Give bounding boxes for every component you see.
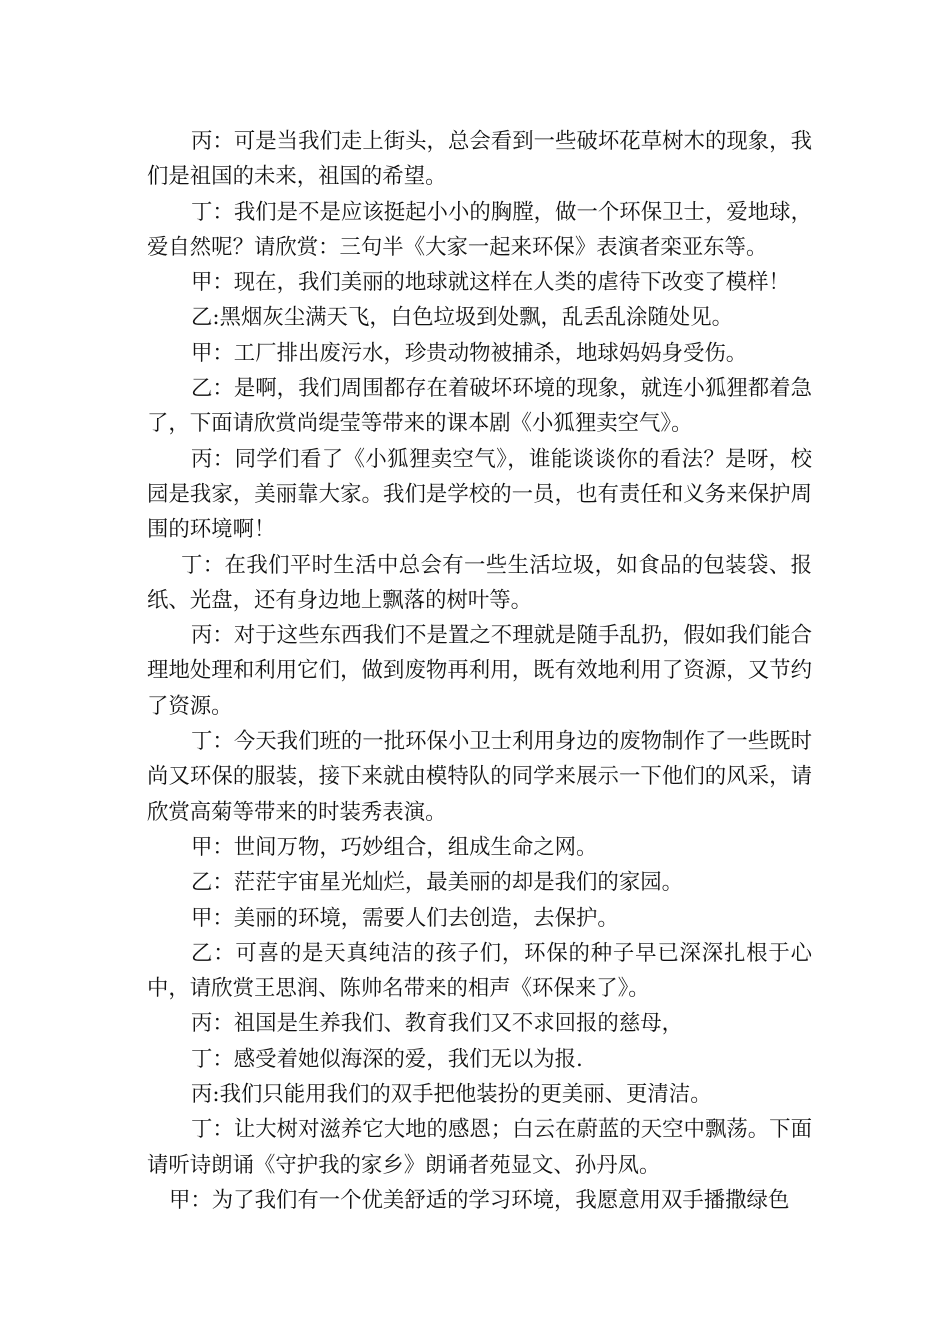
paragraph: 甲：美丽的环境，需要人们去创造，去保护。	[191, 905, 619, 931]
paragraph: 丁：我们是不是应该挺起小小的胸膛，做一个环保卫士，爱地球，爱自然呢？请欣赏：三句半《大家一起来环保》表演者栾亚东等。	[147, 199, 812, 260]
paragraph: 丁：在我们平时生活中总会有一些生活垃圾，如食品的包装袋、报纸、光盘，还有身边地上飘落的树叶等。	[147, 552, 812, 613]
paragraph: 丙：对于这些东西我们不是置之不理就是随手乱扔，假如我们能合理地处理和利用它们，做到废物再利用，既有效地利用了资源，又节约了资源。	[147, 623, 812, 719]
paragraph: 甲：工厂排出废污水，珍贵动物被捕杀，地球妈妈身受伤。	[191, 340, 748, 366]
script-text	[147, 124, 812, 1218]
paragraph: 丙：同学们看了《小狐狸卖空气》，谁能谈谈你的看法？是呀，校园是我家，美丽靠大家。我们是学校的一员，也有责任和义务来保护周围的环境啊！	[147, 446, 812, 543]
paragraph: 甲：现在，我们美丽的地球就这样在人类的虐待下改变了模样！	[191, 270, 790, 296]
paragraph: 丁：感受着她似海深的爱，我们无以为报.	[191, 1046, 583, 1072]
paragraph: 丙：可是当我们走上街头，总会看到一些破坏花草树木的现象，我们是祖国的未来，祖国的希望。	[147, 129, 812, 190]
paragraph: 乙：茫茫宇宙星光灿烂，最美丽的却是我们的家园。	[191, 870, 683, 896]
paragraph: 乙：是啊，我们周围都存在着破坏环境的现象，就连小狐狸都着急了，下面请欣赏尚缇莹等带来的课本剧《小狐狸卖空气》。	[147, 376, 812, 437]
paragraph: 丙：祖国是生养我们、教育我们又不求回报的慈母，	[191, 1011, 683, 1037]
paragraph: 丙:我们只能用我们的双手把他装扮的更美丽、更清洁。	[191, 1082, 712, 1108]
paragraph: 丁：让大树对滋养它大地的感恩；白云在蔚蓝的天空中飘荡。下面请听诗朗诵《守护我的家乡》朗诵者苑显文、孙丹凤。	[147, 1117, 812, 1178]
paragraph: 乙：可喜的是天真纯洁的孩子们，环保的种子早已深深扎根于心中，请欣赏王思润、陈帅名带来的相声《环保来了》。	[147, 940, 812, 1002]
paragraph: 甲：为了我们有一个优美舒适的学习环境，我愿意用双手播撒绿色	[169, 1187, 790, 1213]
paragraph: 甲：世间万物，巧妙组合，组成生命之网。	[191, 834, 598, 860]
paragraph: 丁：今天我们班的一批环保小卫士利用身边的废物制作了一些既时尚又环保的服装，接下来就由模特队的同学来展示一下他们的风采，请欣赏高菊等带来的时装秀表演。	[147, 729, 812, 825]
paragraph: 乙:黑烟灰尘满天飞，白色垃圾到处飘，乱丢乱涂随处见。	[191, 305, 733, 331]
